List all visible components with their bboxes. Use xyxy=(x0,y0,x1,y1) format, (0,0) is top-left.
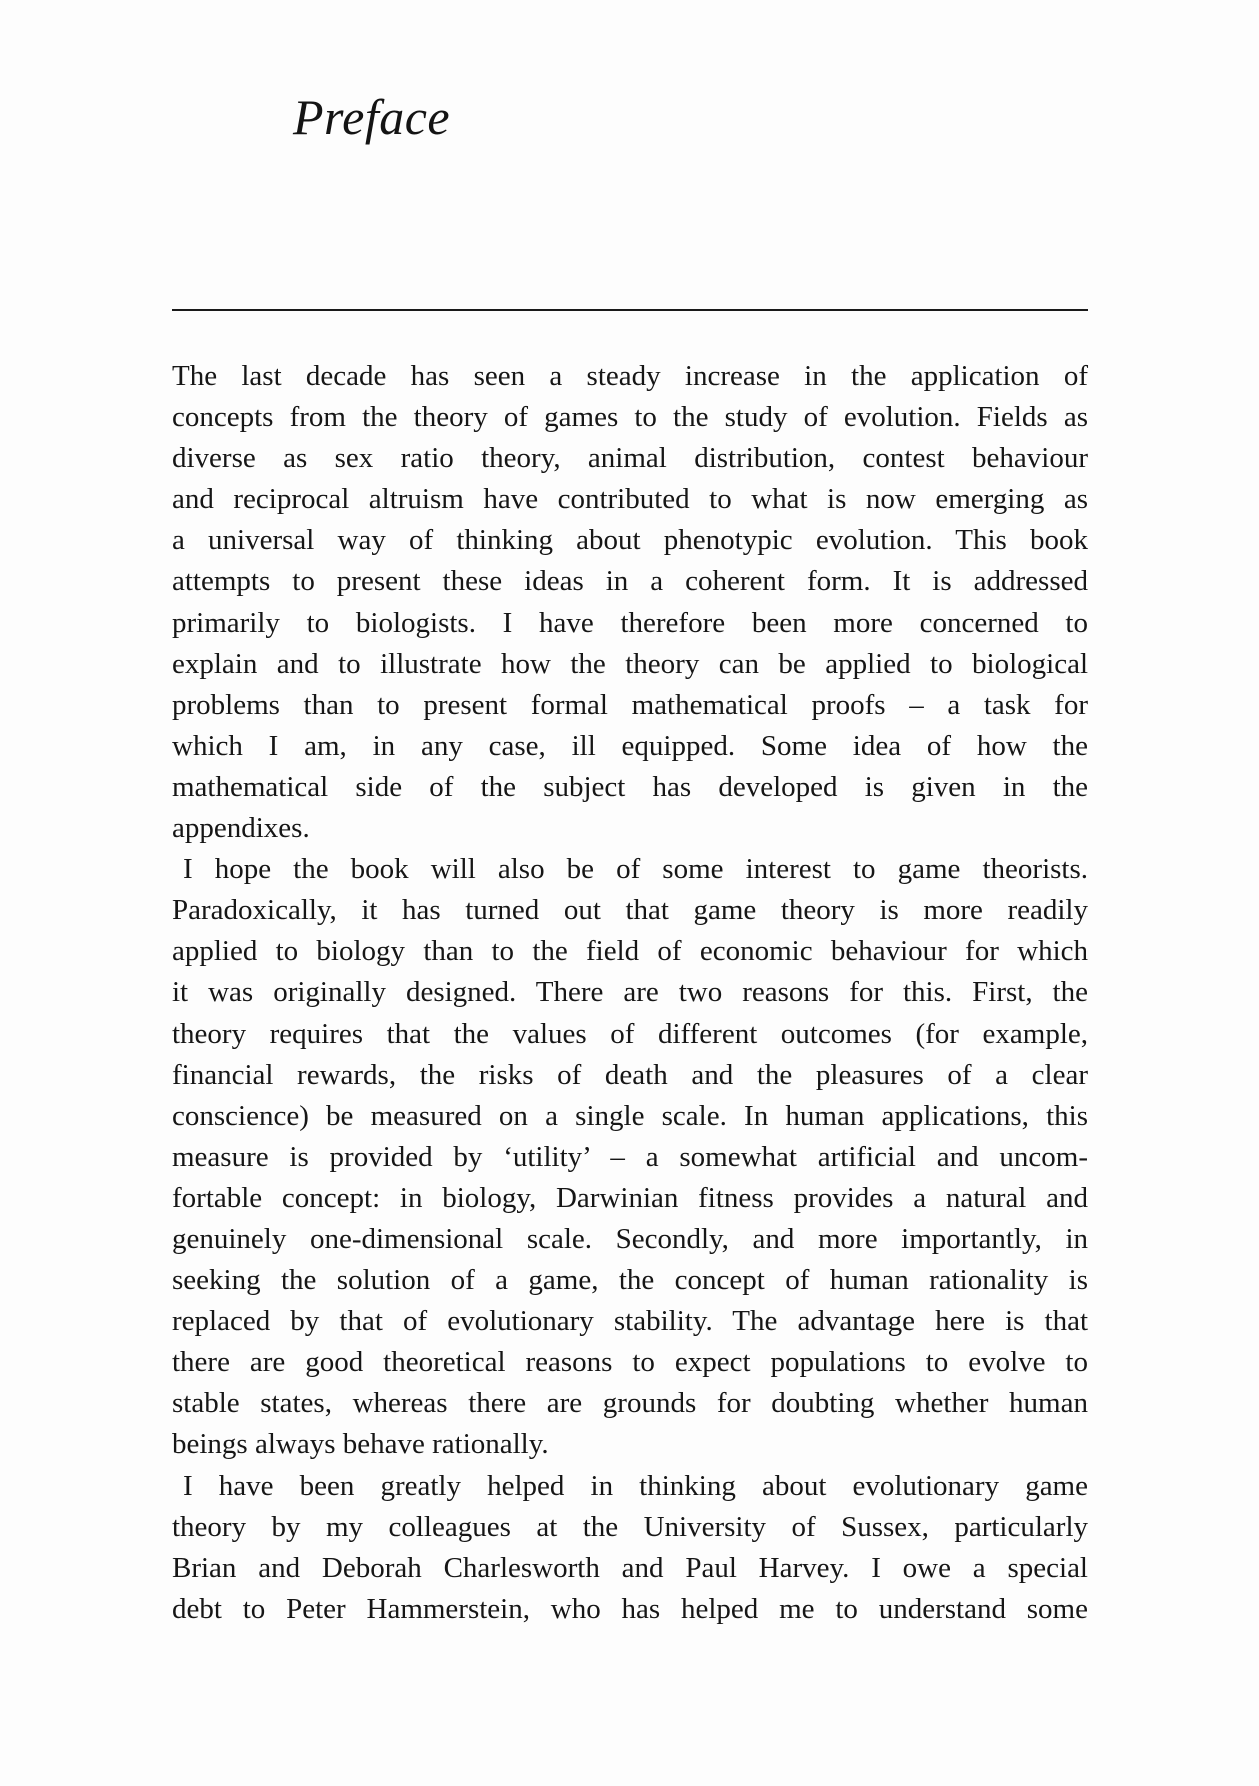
text-line: theory by my colleagues at the University of Sussex, particularly xyxy=(172,1510,1088,1543)
text-line: theory requires that the values of different outcomes (for example, xyxy=(172,1017,1088,1050)
text-line: concepts from the theory of games to the study of evolution. Fields as xyxy=(172,401,1088,434)
text-line: it was originally designed. There are two reasons for this. First, the xyxy=(172,976,1088,1009)
text-line: which I am, in any case, ill equipped. Some idea of how the xyxy=(172,729,1088,762)
text-line: mathematical side of the subject has developed is given in the xyxy=(172,770,1088,803)
text-line: and reciprocal altruism have contributed to what is now emerging as xyxy=(172,483,1088,516)
text-line: applied to biology than to the field of economic behaviour for which xyxy=(172,935,1088,968)
text-line: explain and to illustrate how the theory can be applied to biological xyxy=(172,647,1088,680)
text-line: fortable concept: in biology, Darwinian fitness provides a natural and xyxy=(172,1181,1088,1214)
text-line: there are good theoretical reasons to expect populations to evolve to xyxy=(172,1346,1088,1379)
text-line: The last decade has seen a steady increase in the application of xyxy=(172,360,1088,392)
text-line: financial rewards, the risks of death and the pleasures of a clear xyxy=(172,1058,1088,1091)
text-line: beings always behave rationally. xyxy=(172,1428,549,1461)
text-line: primarily to biologists. I have therefore been more concerned to xyxy=(172,606,1088,639)
paragraph-1 xyxy=(172,356,1088,849)
text-line: Paradoxically, it has turned out that game theory is more readily xyxy=(172,894,1088,927)
text-line: replaced by that of evolutionary stability. The advantage here is that xyxy=(172,1305,1088,1338)
text-line: genuinely one-dimensional scale. Secondly, and more importantly, in xyxy=(172,1222,1088,1255)
text-line: measure is provided by ‘utility’ – a somewhat artificial and uncom- xyxy=(172,1140,1088,1173)
text-line: conscience) be measured on a single scale. In human applications, this xyxy=(172,1099,1088,1132)
text-line: a universal way of thinking about phenotypic evolution. This book xyxy=(172,524,1088,557)
page-title: Preface xyxy=(293,89,451,145)
body-text xyxy=(172,356,1088,1630)
text-line: I have been greatly helped in thinking about evolutionary game xyxy=(183,1469,1088,1502)
text-line: stable states, whereas there are grounds for doubting whether human xyxy=(172,1387,1088,1420)
text-line: attempts to present these ideas in a coherent form. It is addressed xyxy=(172,565,1088,598)
text-line: appendixes. xyxy=(172,812,310,845)
paragraph-3 xyxy=(172,1466,1088,1630)
text-line: problems than to present formal mathematical proofs – a task for xyxy=(172,688,1088,721)
text-line: I hope the book will also be of some interest to game theorists. xyxy=(183,853,1088,886)
text-line: debt to Peter Hammerstein, who has helped me to understand some xyxy=(172,1592,1088,1625)
paragraph-2 xyxy=(172,849,1088,1465)
text-line: Brian and Deborah Charlesworth and Paul Harvey. I owe a special xyxy=(172,1551,1088,1584)
title-rule xyxy=(172,309,1088,311)
text-line: diverse as sex ratio theory, animal distribution, contest behaviour xyxy=(172,442,1088,475)
text-line: seeking the solution of a game, the concept of human rationality is xyxy=(172,1264,1088,1297)
